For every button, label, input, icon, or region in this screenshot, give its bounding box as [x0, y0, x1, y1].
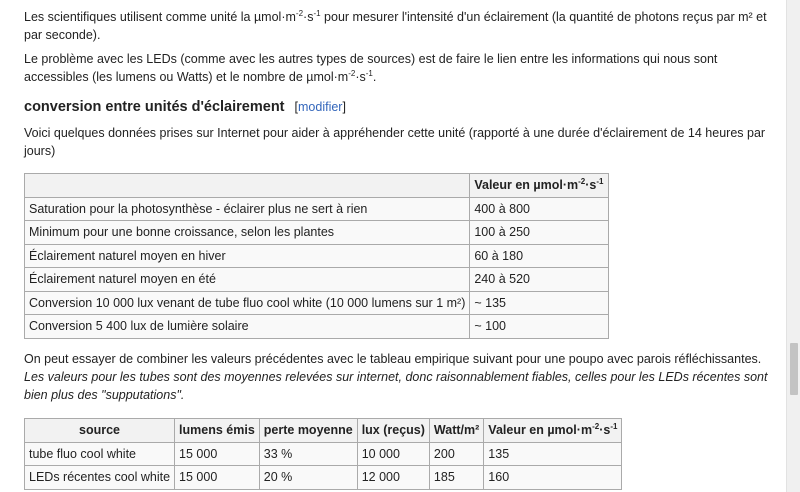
table-cell-label: Éclairement naturel moyen en été [25, 268, 470, 292]
table-row [25, 466, 622, 490]
table-row [25, 268, 609, 292]
source-table [24, 418, 622, 490]
table-cell-watt: 200 [429, 442, 483, 466]
table-row [25, 244, 609, 268]
edit-section-link[interactable]: modifier [298, 100, 343, 114]
table-cell-label: Saturation pour la photosynthèse - éclairer plus ne sert à rien [25, 197, 470, 221]
scrollbar-thumb[interactable] [790, 343, 798, 395]
table-header-cell-value: Valeur en $\mu mol\cdot m^{-2}\cdot s^{-1}$ [470, 174, 608, 198]
intro-paragraph-2: Le problème avec les LEDs (comme avec les autres types de sources) est de faire le lien entre les informations qui nous sont accessibles (les lumens ou Watts) et le nombre de $\mu mol\cdot m^{-2}\cdot s^{-1}$. [24, 52, 718, 84]
table-header-cell-watt: Watt/m² [429, 419, 483, 443]
table-cell-label: Conversion 5 400 lux de lumière solaire [25, 315, 470, 339]
table-cell-perte: 33 % [259, 442, 357, 466]
table-header-cell-lumens: lumens émis [175, 419, 260, 443]
table-cell-label: Éclairement naturel moyen en hiver [25, 244, 470, 268]
table-cell-value: ~ 100 [470, 315, 608, 339]
combination-note: Les valeurs pour les tubes sont des moyennes relevées sur internet, donc raisonnablement fiables, celles pour les LEDs récentes sont bien plus des "supputations". [24, 370, 768, 402]
table-header-cell-source: source [25, 419, 175, 443]
table-header-cell-empty [25, 174, 470, 198]
table-cell-source: tube fluo cool white [25, 442, 175, 466]
table-cell-value: 135 [484, 442, 622, 466]
table-cell-source: LEDs récentes cool white [25, 466, 175, 490]
combination-paragraph [24, 350, 776, 404]
table-row [25, 197, 609, 221]
section-heading [24, 97, 346, 117]
combination-text: On peut essayer de combiner les valeurs précédentes avec le tableau empirique suivant pour une poupo avec parois réfléchissantes. [24, 352, 762, 366]
table-cell-lux: 10 000 [357, 442, 429, 466]
table-row [25, 442, 622, 466]
table-cell-value: ~ 135 [470, 291, 608, 315]
table-cell-perte: 20 % [259, 466, 357, 490]
table-row [25, 315, 609, 339]
table-cell-label: Conversion 10 000 lux venant de tube fluo cool white (10 000 lumens sur 1 m²) [25, 291, 470, 315]
table-cell-value: 400 à 800 [470, 197, 608, 221]
table-cell-lux: 12 000 [357, 466, 429, 490]
table-header-cell-value: Valeur en $\mu mol\cdot m^{-2}\cdot s^{-1}$ [484, 419, 622, 443]
table-header-cell-perte: perte moyenne [259, 419, 357, 443]
table-cell-watt: 185 [429, 466, 483, 490]
table-cell-value: 240 à 520 [470, 268, 608, 292]
table-row [25, 291, 609, 315]
edit-section: [modifier] [294, 100, 346, 114]
table-cell-value: 160 [484, 466, 622, 490]
table-header-cell-lux: lux (reçus) [357, 419, 429, 443]
table-header-row [25, 419, 622, 443]
table-cell-lumens: 15 000 [175, 442, 260, 466]
table-row [25, 221, 609, 245]
table-cell-label: Minimum pour une bonne croissance, selon les plantes [25, 221, 470, 245]
section-title: conversion entre unités d'éclairement [24, 99, 285, 115]
table-cell-lumens: 15 000 [175, 466, 260, 490]
intro-paragraph-1: Les scientifiques utilisent comme unité la $\mu mol\cdot m^{-2}\cdot s^{-1}$ pour mesurer l'intensité d'un éclairement (la quantité de photons reçus par m² et par seconde). [24, 9, 767, 42]
table-header-row [25, 174, 609, 198]
table-cell-value: 100 à 250 [470, 221, 608, 245]
conversion-table [24, 173, 609, 339]
table-cell-value: 60 à 180 [470, 244, 608, 268]
section-intro-paragraph: Voici quelques données prises sur Internet pour aider à appréhender cette unité (rapporté à une durée d'éclairement de 14 heures par jours) [24, 126, 766, 158]
vertical-scrollbar[interactable] [786, 0, 800, 492]
